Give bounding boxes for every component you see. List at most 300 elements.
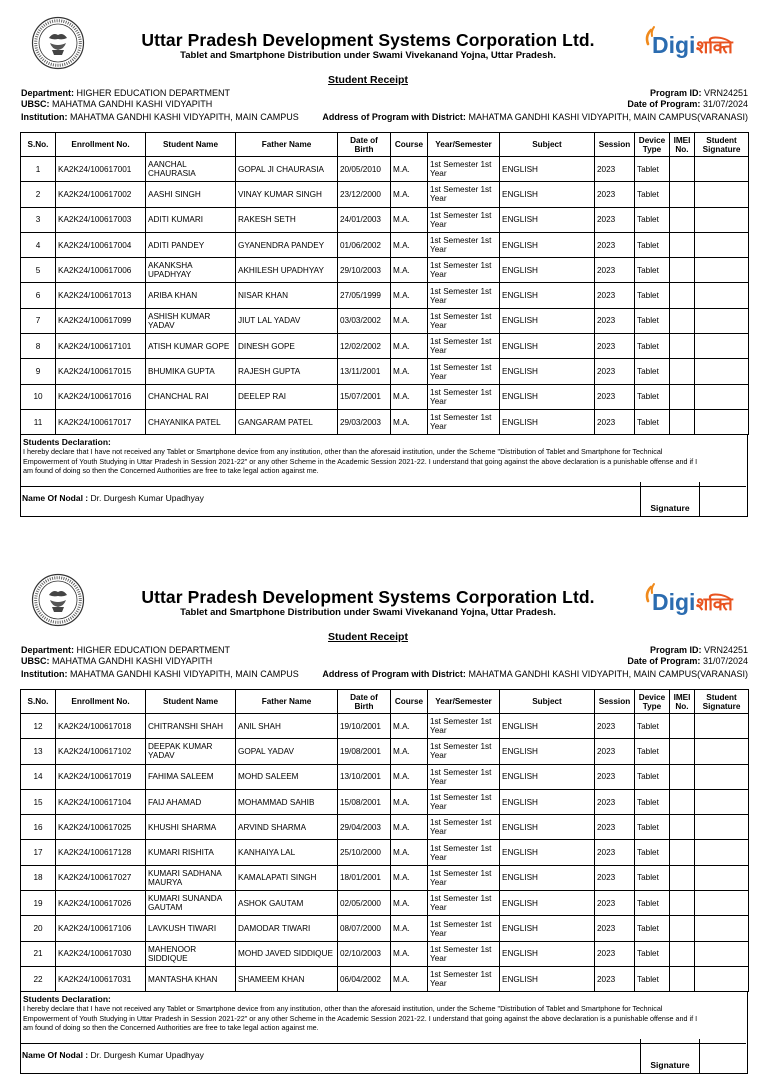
cell-enrollment-no: KA2K24/100617026 <box>56 891 146 916</box>
cell-enrollment-no: KA2K24/100617102 <box>56 739 146 764</box>
org-name: Uttar Pradesh Development Systems Corporation Ltd. <box>141 587 595 607</box>
cell-device-type: Tablet <box>635 941 670 966</box>
cell-student-signature[interactable] <box>695 941 749 966</box>
cell-course: M.A. <box>391 815 428 840</box>
cell-student-signature[interactable] <box>695 308 749 333</box>
cell-imei-no <box>670 865 695 890</box>
cell-device-type: Tablet <box>635 764 670 789</box>
cell-enrollment-no: KA2K24/100617019 <box>56 764 146 789</box>
cell-dob: 19/10/2001 <box>338 714 391 739</box>
cell-student-name: FAHIMA SALEEM <box>146 764 236 789</box>
cell-dob: 01/06/2002 <box>338 232 391 257</box>
table-row <box>21 840 749 865</box>
cell-sno: 16 <box>21 815 56 840</box>
table-row <box>21 891 749 916</box>
table-row <box>21 789 749 814</box>
receipt-title: Student Receipt <box>328 631 408 643</box>
cell-year-semester: 1st Semester 1st Year <box>428 258 500 283</box>
table-row <box>21 865 749 890</box>
cell-subject: ENGLISH <box>500 764 595 789</box>
cell-enrollment-no: KA2K24/100617104 <box>56 789 146 814</box>
cell-student-name: AKANKSHA UPADHYAY <box>146 258 236 283</box>
cell-student-name: KUMARI SADHANA MAURYA <box>146 865 236 890</box>
signature-label: Signature <box>650 1060 690 1070</box>
cell-course: M.A. <box>391 232 428 257</box>
col-header-enrollment-no: Enrollment No. <box>56 133 146 157</box>
table-row <box>21 966 749 991</box>
digishakti-logo-icon <box>638 23 756 65</box>
cell-dob: 15/08/2001 <box>338 789 391 814</box>
cell-year-semester: 1st Semester 1st Year <box>428 840 500 865</box>
cell-course: M.A. <box>391 334 428 359</box>
cell-dob: 15/07/2001 <box>338 384 391 409</box>
cell-imei-no <box>670 714 695 739</box>
cell-father-name: RAKESH SETH <box>236 207 338 232</box>
cell-enrollment-no: KA2K24/100617099 <box>56 308 146 333</box>
cell-dob: 24/01/2003 <box>338 207 391 232</box>
table-row <box>21 308 749 333</box>
table-body <box>21 157 749 435</box>
ubsc-line <box>21 656 212 667</box>
cell-student-signature[interactable] <box>695 891 749 916</box>
cell-enrollment-no: KA2K24/100617013 <box>56 283 146 308</box>
cell-enrollment-no: KA2K24/100617101 <box>56 334 146 359</box>
cell-student-name: AASHI SINGH <box>146 182 236 207</box>
cell-student-name: KHUSHI SHARMA <box>146 815 236 840</box>
cell-student-name: ASHISH KUMAR YADAV <box>146 308 236 333</box>
cell-father-name: ANIL SHAH <box>236 714 338 739</box>
col-header-father-name: Father Name <box>236 133 338 157</box>
col-header-device-type: Device Type <box>635 133 670 157</box>
cell-subject: ENGLISH <box>500 966 595 991</box>
cell-enrollment-no: KA2K24/100617031 <box>56 966 146 991</box>
cell-student-name: MAHENOOR SIDDIQUE <box>146 941 236 966</box>
cell-dob: 03/03/2002 <box>338 308 391 333</box>
ubsc-line <box>21 99 212 110</box>
program-date-line <box>627 656 748 667</box>
nodal-label: Name Of Nodal : <box>22 493 89 503</box>
col-header-course: Course <box>391 690 428 714</box>
cell-student-signature[interactable] <box>695 232 749 257</box>
cell-session: 2023 <box>595 840 635 865</box>
cell-course: M.A. <box>391 916 428 941</box>
cell-year-semester: 1st Semester 1st Year <box>428 334 500 359</box>
cell-student-name: MANTASHA KHAN <box>146 966 236 991</box>
program-address-value: MAHATMA GANDHI KASHI VIDYAPITH, MAIN CAMPUS(VARANASI) <box>468 669 748 679</box>
cell-student-signature[interactable] <box>695 409 749 434</box>
cell-enrollment-no: KA2K24/100617002 <box>56 182 146 207</box>
cell-sno: 1 <box>21 157 56 182</box>
cell-session: 2023 <box>595 789 635 814</box>
cell-enrollment-no: KA2K24/100617018 <box>56 714 146 739</box>
nodal-name: Dr. Durgesh Kumar Upadhyay <box>90 493 204 503</box>
declaration-text: I hereby declare that I have not received any Tablet or Smartphone device from any institution, other than the aforesaid institution, under the Scheme "Distribution of Tablet and Smartphone for Technical Empowerment of Youth Studying in Uttar Pradesh in Session 2021-22" or any other Scheme in the Academic Session 2021-22. I understand that going against the above declaration is a punishable offense and if I am found of doing so then the Concerned Authorities are free to take legal action against me. <box>23 447 698 475</box>
cell-student-signature[interactable] <box>695 789 749 814</box>
cell-device-type: Tablet <box>635 916 670 941</box>
cell-sno: 19 <box>21 891 56 916</box>
cell-sno: 3 <box>21 207 56 232</box>
cell-course: M.A. <box>391 941 428 966</box>
cell-father-name: NISAR KHAN <box>236 283 338 308</box>
cell-year-semester: 1st Semester 1st Year <box>428 384 500 409</box>
cell-dob: 25/10/2000 <box>338 840 391 865</box>
program-id-line <box>650 88 748 99</box>
cell-subject: ENGLISH <box>500 308 595 333</box>
cell-student-signature[interactable] <box>695 258 749 283</box>
cell-course: M.A. <box>391 182 428 207</box>
table-row <box>21 384 749 409</box>
cell-student-name: CHANCHAL RAI <box>146 384 236 409</box>
cell-course: M.A. <box>391 764 428 789</box>
cell-year-semester: 1st Semester 1st Year <box>428 891 500 916</box>
cell-dob: 08/07/2000 <box>338 916 391 941</box>
table-row <box>21 815 749 840</box>
cell-father-name: KANHAIYA LAL <box>236 840 338 865</box>
cell-father-name: KAMALAPATI SINGH <box>236 865 338 890</box>
cell-imei-no <box>670 258 695 283</box>
cell-enrollment-no: KA2K24/100617025 <box>56 815 146 840</box>
cell-course: M.A. <box>391 384 428 409</box>
cell-year-semester: 1st Semester 1st Year <box>428 182 500 207</box>
cell-student-name: ADITI KUMARI <box>146 207 236 232</box>
cell-sno: 9 <box>21 359 56 384</box>
digi-logo-latin: Digi <box>652 32 696 58</box>
program-date-line <box>627 99 748 110</box>
cell-sno: 17 <box>21 840 56 865</box>
col-header-subject: Subject <box>500 690 595 714</box>
cell-subject: ENGLISH <box>500 739 595 764</box>
cell-father-name: ARVIND SHARMA <box>236 815 338 840</box>
cell-student-signature[interactable] <box>695 384 749 409</box>
table-row <box>21 157 749 182</box>
cell-course: M.A. <box>391 789 428 814</box>
cell-session: 2023 <box>595 207 635 232</box>
col-header-student-signature: Student Signature <box>695 690 749 714</box>
cell-subject: ENGLISH <box>500 840 595 865</box>
cell-subject: ENGLISH <box>500 891 595 916</box>
cell-enrollment-no: KA2K24/100617027 <box>56 865 146 890</box>
cell-father-name: DINESH GOPE <box>236 334 338 359</box>
cell-imei-no <box>670 207 695 232</box>
cell-dob: 20/05/2010 <box>338 157 391 182</box>
cell-subject: ENGLISH <box>500 384 595 409</box>
cell-session: 2023 <box>595 941 635 966</box>
cell-student-signature[interactable] <box>695 966 749 991</box>
cell-student-signature[interactable] <box>695 764 749 789</box>
cell-imei-no <box>670 409 695 434</box>
cell-device-type: Tablet <box>635 207 670 232</box>
program-address-label: Address of Program with District: <box>322 669 466 679</box>
cell-subject: ENGLISH <box>500 283 595 308</box>
program-address-line <box>322 669 748 680</box>
cell-dob: 29/10/2003 <box>338 258 391 283</box>
ubsc-value: MAHATMA GANDHI KASHI VIDYAPITH <box>52 98 213 109</box>
cell-session: 2023 <box>595 916 635 941</box>
department-value: HIGHER EDUCATION DEPARTMENT <box>76 645 231 655</box>
cell-year-semester: 1st Semester 1st Year <box>428 815 500 840</box>
cell-father-name: JIUT LAL YADAV <box>236 308 338 333</box>
table-header-row <box>21 133 749 157</box>
cell-imei-no <box>670 840 695 865</box>
digi-logo-hindi: शक्ति <box>696 37 733 58</box>
cell-device-type: Tablet <box>635 182 670 207</box>
table-row <box>21 359 749 384</box>
cell-year-semester: 1st Semester 1st Year <box>428 739 500 764</box>
cell-sno: 20 <box>21 916 56 941</box>
institution-label: Institution: <box>21 669 68 679</box>
cell-session: 2023 <box>595 232 635 257</box>
col-header-father-name: Father Name <box>236 690 338 714</box>
declaration-text: I hereby declare that I have not received any Tablet or Smartphone device from any institution, other than the aforesaid institution, under the Scheme "Distribution of Tablet and Smartphone for Technical Empowerment of Youth Studying in Uttar Pradesh in Session 2021-22" or any other Scheme in the Academic Session 2021-22. I understand that going against the above declaration is a punishable offense and if I am found of doing so then the Concerned Authorities are free to take legal action against me. <box>23 1004 698 1032</box>
cell-imei-no <box>670 308 695 333</box>
org-subtitle: Tablet and Smartphone Distribution under Swami Vivekanand Yojna, Uttar Pradesh. <box>180 50 556 61</box>
ubsc-label: UBSC: <box>21 98 50 109</box>
program-address-value: MAHATMA GANDHI KASHI VIDYAPITH, MAIN CAMPUS(VARANASI) <box>468 112 748 122</box>
cell-sno: 14 <box>21 764 56 789</box>
program-id-label: Program ID: <box>649 645 702 655</box>
program-id-label: Program ID: <box>649 88 702 98</box>
cell-device-type: Tablet <box>635 157 670 182</box>
cell-dob: 02/10/2003 <box>338 941 391 966</box>
cell-student-signature[interactable] <box>695 359 749 384</box>
cell-student-name: AANCHAL CHAURASIA <box>146 157 236 182</box>
cell-student-name: KUMARI SUNANDA GAUTAM <box>146 891 236 916</box>
col-header-student-signature: Student Signature <box>695 133 749 157</box>
cell-device-type: Tablet <box>635 865 670 890</box>
cell-father-name: VINAY KUMAR SINGH <box>236 182 338 207</box>
cell-imei-no <box>670 966 695 991</box>
cell-student-signature[interactable] <box>695 916 749 941</box>
institution-line <box>21 112 299 123</box>
cell-student-signature[interactable] <box>695 334 749 359</box>
cell-dob: 19/08/2001 <box>338 739 391 764</box>
program-id-value: VRN24251 <box>703 88 748 98</box>
cell-student-signature[interactable] <box>695 207 749 232</box>
cell-year-semester: 1st Semester 1st Year <box>428 865 500 890</box>
cell-year-semester: 1st Semester 1st Year <box>428 207 500 232</box>
org-name: Uttar Pradesh Development Systems Corporation Ltd. <box>141 30 595 50</box>
cell-student-signature[interactable] <box>695 714 749 739</box>
cell-sno: 8 <box>21 334 56 359</box>
institution-line <box>21 669 299 680</box>
cell-device-type: Tablet <box>635 258 670 283</box>
cell-enrollment-no: KA2K24/100617004 <box>56 232 146 257</box>
table-row <box>21 916 749 941</box>
cell-device-type: Tablet <box>635 232 670 257</box>
cell-subject: ENGLISH <box>500 409 595 434</box>
cell-course: M.A. <box>391 409 428 434</box>
cell-father-name: SHAMEEM KHAN <box>236 966 338 991</box>
cell-subject: ENGLISH <box>500 815 595 840</box>
signature-label: Signature <box>650 503 690 513</box>
cell-imei-no <box>670 283 695 308</box>
cell-device-type: Tablet <box>635 384 670 409</box>
col-header-sno: S.No. <box>21 133 56 157</box>
cell-year-semester: 1st Semester 1st Year <box>428 359 500 384</box>
cell-device-type: Tablet <box>635 739 670 764</box>
cell-session: 2023 <box>595 865 635 890</box>
cell-father-name: AKHILESH UPADHYAY <box>236 258 338 283</box>
cell-student-signature[interactable] <box>695 739 749 764</box>
cell-imei-no <box>670 334 695 359</box>
table-row <box>21 409 749 434</box>
table-row <box>21 232 749 257</box>
cell-device-type: Tablet <box>635 891 670 916</box>
cell-subject: ENGLISH <box>500 157 595 182</box>
cell-father-name: RAJESH GUPTA <box>236 359 338 384</box>
cell-year-semester: 1st Semester 1st Year <box>428 409 500 434</box>
department-line <box>21 645 230 656</box>
cell-student-name: DEEPAK KUMAR YADAV <box>146 739 236 764</box>
cell-course: M.A. <box>391 283 428 308</box>
col-header-year-semester: Year/Semester <box>428 133 500 157</box>
digi-logo-latin: Digi <box>652 589 696 615</box>
student-table <box>20 132 749 435</box>
cell-year-semester: 1st Semester 1st Year <box>428 232 500 257</box>
nodal-name: Dr. Durgesh Kumar Upadhyay <box>90 1050 204 1060</box>
cell-sno: 12 <box>21 714 56 739</box>
department-label: Department: <box>21 645 75 655</box>
cell-session: 2023 <box>595 283 635 308</box>
table-row <box>21 714 749 739</box>
ubsc-label: UBSC: <box>21 655 50 666</box>
cell-device-type: Tablet <box>635 714 670 739</box>
cell-subject: ENGLISH <box>500 789 595 814</box>
cell-imei-no <box>670 232 695 257</box>
col-header-year-semester: Year/Semester <box>428 690 500 714</box>
table-row <box>21 764 749 789</box>
cell-enrollment-no: KA2K24/100617001 <box>56 157 146 182</box>
cell-sno: 11 <box>21 409 56 434</box>
cell-course: M.A. <box>391 207 428 232</box>
cell-imei-no <box>670 739 695 764</box>
ubsc-value: MAHATMA GANDHI KASHI VIDYAPITH <box>52 655 213 666</box>
cell-student-name: BHUMIKA GUPTA <box>146 359 236 384</box>
cell-session: 2023 <box>595 891 635 916</box>
cell-student-signature[interactable] <box>695 157 749 182</box>
cell-course: M.A. <box>391 714 428 739</box>
cell-father-name: GOPAL JI CHAURASIA <box>236 157 338 182</box>
cell-device-type: Tablet <box>635 359 670 384</box>
cell-enrollment-no: KA2K24/100617016 <box>56 384 146 409</box>
cell-imei-no <box>670 916 695 941</box>
cell-sno: 15 <box>21 789 56 814</box>
program-address-line <box>322 112 748 123</box>
cell-session: 2023 <box>595 359 635 384</box>
declaration-title: Students Declaration: <box>23 437 111 447</box>
cell-device-type: Tablet <box>635 409 670 434</box>
cell-father-name: MOHD JAVED SIDDIQUE <box>236 941 338 966</box>
cell-student-signature[interactable] <box>695 283 749 308</box>
cell-father-name: MOHD SALEEM <box>236 764 338 789</box>
cell-subject: ENGLISH <box>500 258 595 283</box>
nodal-officer <box>22 1050 204 1060</box>
nodal-row <box>20 486 746 517</box>
cell-device-type: Tablet <box>635 283 670 308</box>
institution-value: MAHATMA GANDHI KASHI VIDYAPITH, MAIN CAMPUS <box>70 112 299 122</box>
cell-course: M.A. <box>391 308 428 333</box>
program-date-value: 31/07/2024 <box>702 98 748 109</box>
cell-dob: 06/04/2002 <box>338 966 391 991</box>
cell-enrollment-no: KA2K24/100617017 <box>56 409 146 434</box>
cell-year-semester: 1st Semester 1st Year <box>428 764 500 789</box>
cell-father-name: GOPAL YADAV <box>236 739 338 764</box>
cell-imei-no <box>670 789 695 814</box>
cell-course: M.A. <box>391 840 428 865</box>
cell-session: 2023 <box>595 157 635 182</box>
table-row <box>21 258 749 283</box>
program-date-value: 31/07/2024 <box>702 655 748 666</box>
cell-session: 2023 <box>595 409 635 434</box>
cell-student-signature[interactable] <box>695 815 749 840</box>
cell-dob: 29/04/2003 <box>338 815 391 840</box>
signature-box <box>640 482 700 516</box>
cell-year-semester: 1st Semester 1st Year <box>428 941 500 966</box>
cell-session: 2023 <box>595 764 635 789</box>
cell-student-name: ARIBA KHAN <box>146 283 236 308</box>
cell-dob: 13/11/2001 <box>338 359 391 384</box>
program-date-label: Date of Program: <box>627 98 701 109</box>
cell-sno: 4 <box>21 232 56 257</box>
cell-student-signature[interactable] <box>695 840 749 865</box>
nodal-officer <box>22 493 204 503</box>
col-header-course: Course <box>391 133 428 157</box>
cell-student-name: ATISH KUMAR GOPE <box>146 334 236 359</box>
cell-student-signature[interactable] <box>695 182 749 207</box>
nodal-label: Name Of Nodal : <box>22 1050 89 1060</box>
cell-year-semester: 1st Semester 1st Year <box>428 283 500 308</box>
cell-subject: ENGLISH <box>500 182 595 207</box>
col-header-enrollment-no: Enrollment No. <box>56 690 146 714</box>
cell-sno: 22 <box>21 966 56 991</box>
table-header-row <box>21 690 749 714</box>
cell-imei-no <box>670 182 695 207</box>
cell-student-name: CHITRANSHI SHAH <box>146 714 236 739</box>
cell-sno: 2 <box>21 182 56 207</box>
col-header-device-type: Device Type <box>635 690 670 714</box>
cell-subject: ENGLISH <box>500 232 595 257</box>
cell-dob: 18/01/2001 <box>338 865 391 890</box>
cell-sno: 18 <box>21 865 56 890</box>
department-label: Department: <box>21 88 75 98</box>
cell-dob: 27/05/1999 <box>338 283 391 308</box>
cell-father-name: MOHAMMAD SAHIB <box>236 789 338 814</box>
cell-imei-no <box>670 157 695 182</box>
cell-student-signature[interactable] <box>695 865 749 890</box>
cell-device-type: Tablet <box>635 334 670 359</box>
cell-sno: 10 <box>21 384 56 409</box>
cell-course: M.A. <box>391 739 428 764</box>
cell-enrollment-no: KA2K24/100617006 <box>56 258 146 283</box>
cell-session: 2023 <box>595 714 635 739</box>
cell-course: M.A. <box>391 891 428 916</box>
cell-session: 2023 <box>595 182 635 207</box>
cell-session: 2023 <box>595 334 635 359</box>
cell-imei-no <box>670 359 695 384</box>
cell-device-type: Tablet <box>635 789 670 814</box>
org-subtitle: Tablet and Smartphone Distribution under Swami Vivekanand Yojna, Uttar Pradesh. <box>180 607 556 618</box>
col-header-session: Session <box>595 690 635 714</box>
table-row <box>21 207 749 232</box>
cell-session: 2023 <box>595 966 635 991</box>
student-table <box>20 689 749 992</box>
cell-year-semester: 1st Semester 1st Year <box>428 308 500 333</box>
cell-sno: 7 <box>21 308 56 333</box>
institution-value: MAHATMA GANDHI KASHI VIDYAPITH, MAIN CAMPUS <box>70 669 299 679</box>
cell-year-semester: 1st Semester 1st Year <box>428 714 500 739</box>
department-line <box>21 88 230 99</box>
digishakti-logo-icon <box>638 580 756 622</box>
